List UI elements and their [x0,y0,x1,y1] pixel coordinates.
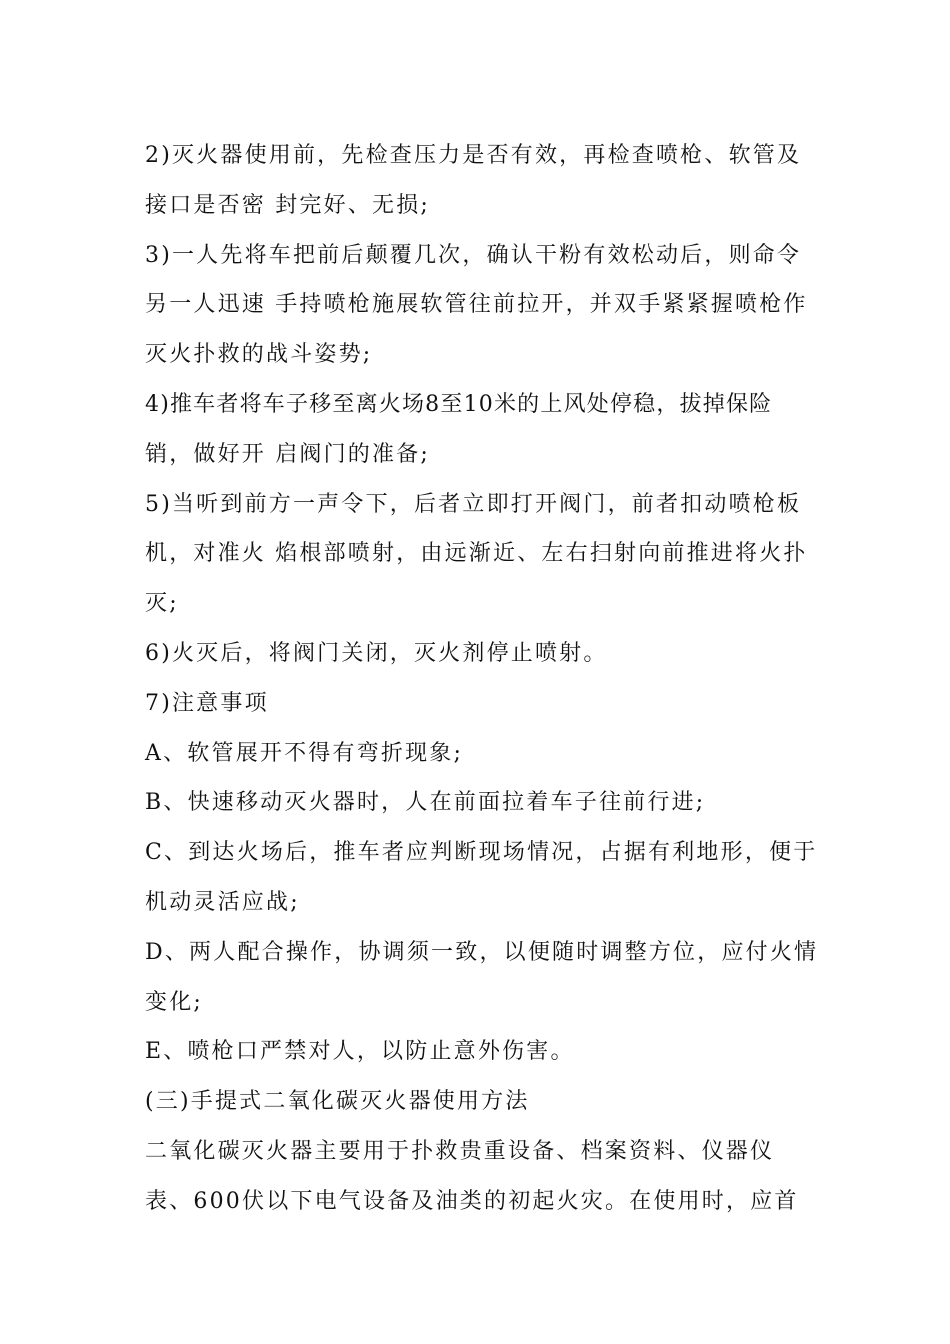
text-line-21: 二氧化碳灭火器主要用于扑救贵重设备、档案资料、仪器仪 [145,1138,775,1164]
text-line-6: 4)推车者将车子移至离火场8至10米的上风处停稳，拔掉保险 [145,391,773,417]
text-line-1: 2)灭火器使用前，先检查压力是否有效，再检查喷枪、软管及 [145,143,802,168]
text-line-14: B、快速移动灭火器时，人在前面拉着车子往前行进; [145,790,706,816]
text-line-13: A、软管展开不得有弯折现象; [145,740,464,766]
document-body [145,131,819,1227]
text-line-19: E、喷枪口严禁对人，以防止意外伤害。 [145,1039,575,1065]
text-line-5: 灭火扑救的战斗姿势; [145,342,373,368]
section-heading: (三)手提式二氧化碳灭火器使用方法 [145,1089,530,1115]
text-line-4: 另一人迅速 手持喷枪施展软管往前拉开，并双手紧紧握喷枪作 [145,292,808,318]
text-line-17: D、两人配合操作，协调须一致，以便随时调整方位，应付火情 [145,939,819,965]
text-line-15: C、到达火场后，推车者应判断现场情况，占据有利地形，便于 [145,840,818,866]
text-line-22: 表、600伏以下电气设备及油类的初起火灾。在使用时，应首 [145,1188,799,1214]
text-line-7: 销，做好开 启阀门的准备; [145,441,431,467]
text-line-9: 机，对准火 焰根部喷射，由远渐近、左右扫射向前推进将火扑 [145,541,808,567]
text-line-2: 接口是否密 封完好、无损; [145,192,431,218]
text-line-8: 5)当听到前方一声令下，后者立即打开阀门，前者扣动喷枪板 [145,491,802,517]
text-line-18: 变化; [145,989,204,1015]
text-line-16: 机动灵活应战; [145,889,300,915]
text-line-10: 灭; [145,591,179,617]
text-line-11: 6)火灭后，将阀门关闭，灭火剂停止喷射。 [145,640,608,666]
text-line-3: 3)一人先将车把前后颠覆几次，确认干粉有效松动后，则命令 [145,242,802,268]
text-line-12: 7)注意事项 [145,690,269,716]
